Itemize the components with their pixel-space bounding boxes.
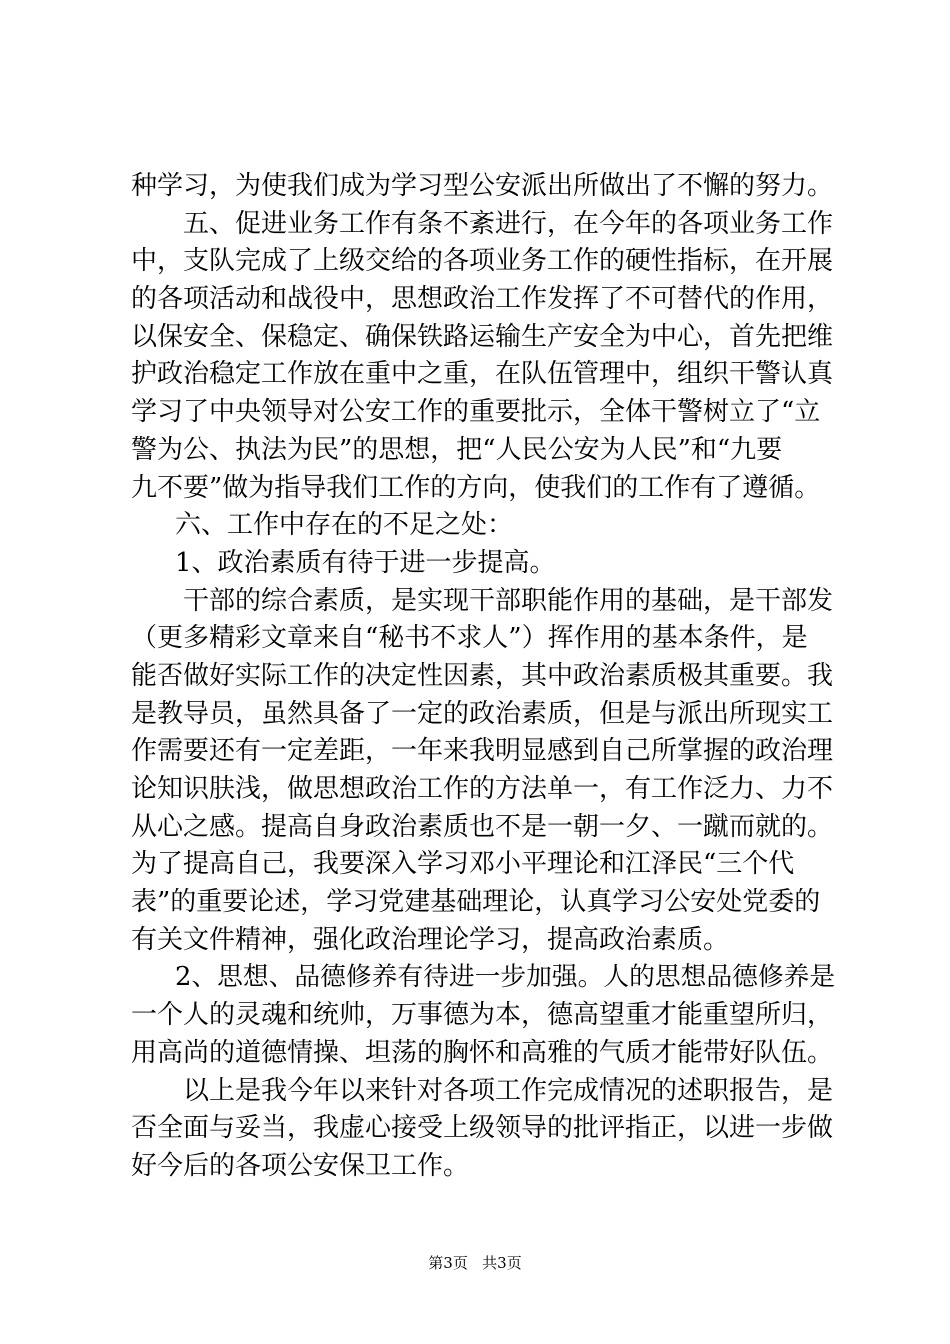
text-line: （更多精彩文章来自“秘书不求人”）挥作用的基本条件，是 <box>131 623 808 654</box>
page-total: 共3页 <box>482 1254 522 1272</box>
text-line: 六、工作中存在的不足之处： <box>175 510 514 541</box>
text-line: 有关文件精神，强化政治理论学习，提高政治素质。 <box>131 924 730 955</box>
text-line: 以上是我今年以来针对各项工作完成情况的述职报告，是 <box>183 1075 834 1106</box>
text-line: 种学习，为使我们成为学习型公安派出所做出了不懈的努力。 <box>131 171 834 201</box>
page-number: 第3页 <box>428 1254 468 1272</box>
text-line: 干部的综合素质，是实现干部职能作用的基础，是干部发 <box>183 585 834 616</box>
text-line: 一个人的灵魂和统帅，万事德为本，德高望重才能重望所归， <box>131 1000 834 1031</box>
text-line: 用高尚的道德情操、坦荡的胸怀和高雅的气质才能带好队伍。 <box>131 1037 834 1068</box>
text-line: 学习了中央领导对公安工作的重要批示，全体干警树立了“立 <box>131 397 821 428</box>
text-line: 1、政治素质有待于进一步提高。 <box>175 547 556 578</box>
text-line: 论知识肤浅，做思想政治工作的方法单一，有工作泛力、力不 <box>131 774 834 804</box>
text-line: 警为公、执法为民”的思想，把“人民公安为人民”和“九要 <box>131 434 783 465</box>
text-line: 以保安全、保稳定、确保铁路运输生产安全为中心，首先把维 <box>131 321 834 352</box>
text-line: 否全面与妥当，我虚心接受上级领导的批评指正，以进一步做 <box>131 1113 834 1144</box>
text-line: 是教导员，虽然具备了一定的政治素质，但是与派出所现实工 <box>131 698 834 729</box>
text-line: 作需要还有一定差距，一年来我明显感到自己所掌握的政治理 <box>131 736 834 767</box>
text-line: 中，支队完成了上级交给的各项业务工作的硬性指标，在开展 <box>131 246 834 277</box>
text-line: 表”的重要论述，学习党建基础理论，认真学习公安处党委的 <box>131 887 821 918</box>
page-footer <box>0 1253 950 1273</box>
document-body <box>131 168 836 1186</box>
text-line: 五、促进业务工作有条不紊进行，在今年的各项业务工作 <box>183 208 834 239</box>
text-line: 好今后的各项公安保卫工作。 <box>131 1150 470 1181</box>
text-line: 从心之感。提高自身政治素质也不是一朝一夕、一蹴而就的。 <box>131 811 834 842</box>
text-line: 为了提高自己，我要深入学习邓小平理论和江泽民“三个代 <box>131 849 795 880</box>
footer-separator <box>473 1254 478 1272</box>
text-line: 2、思想、品德修养有待进一步加强。人的思想品德修养是 <box>175 962 836 993</box>
text-line: 护政治稳定工作放在重中之重，在队伍管理中，组织干警认真 <box>131 359 834 390</box>
text-line: 能否做好实际工作的决定性因素，其中政治素质极其重要。我 <box>131 660 834 691</box>
text-line: 九不要”做为指导我们工作的方向，使我们的工作有了遵循。 <box>131 472 821 503</box>
text-line: 的各项活动和战役中，思想政治工作发挥了不可替代的作用， <box>131 284 834 315</box>
